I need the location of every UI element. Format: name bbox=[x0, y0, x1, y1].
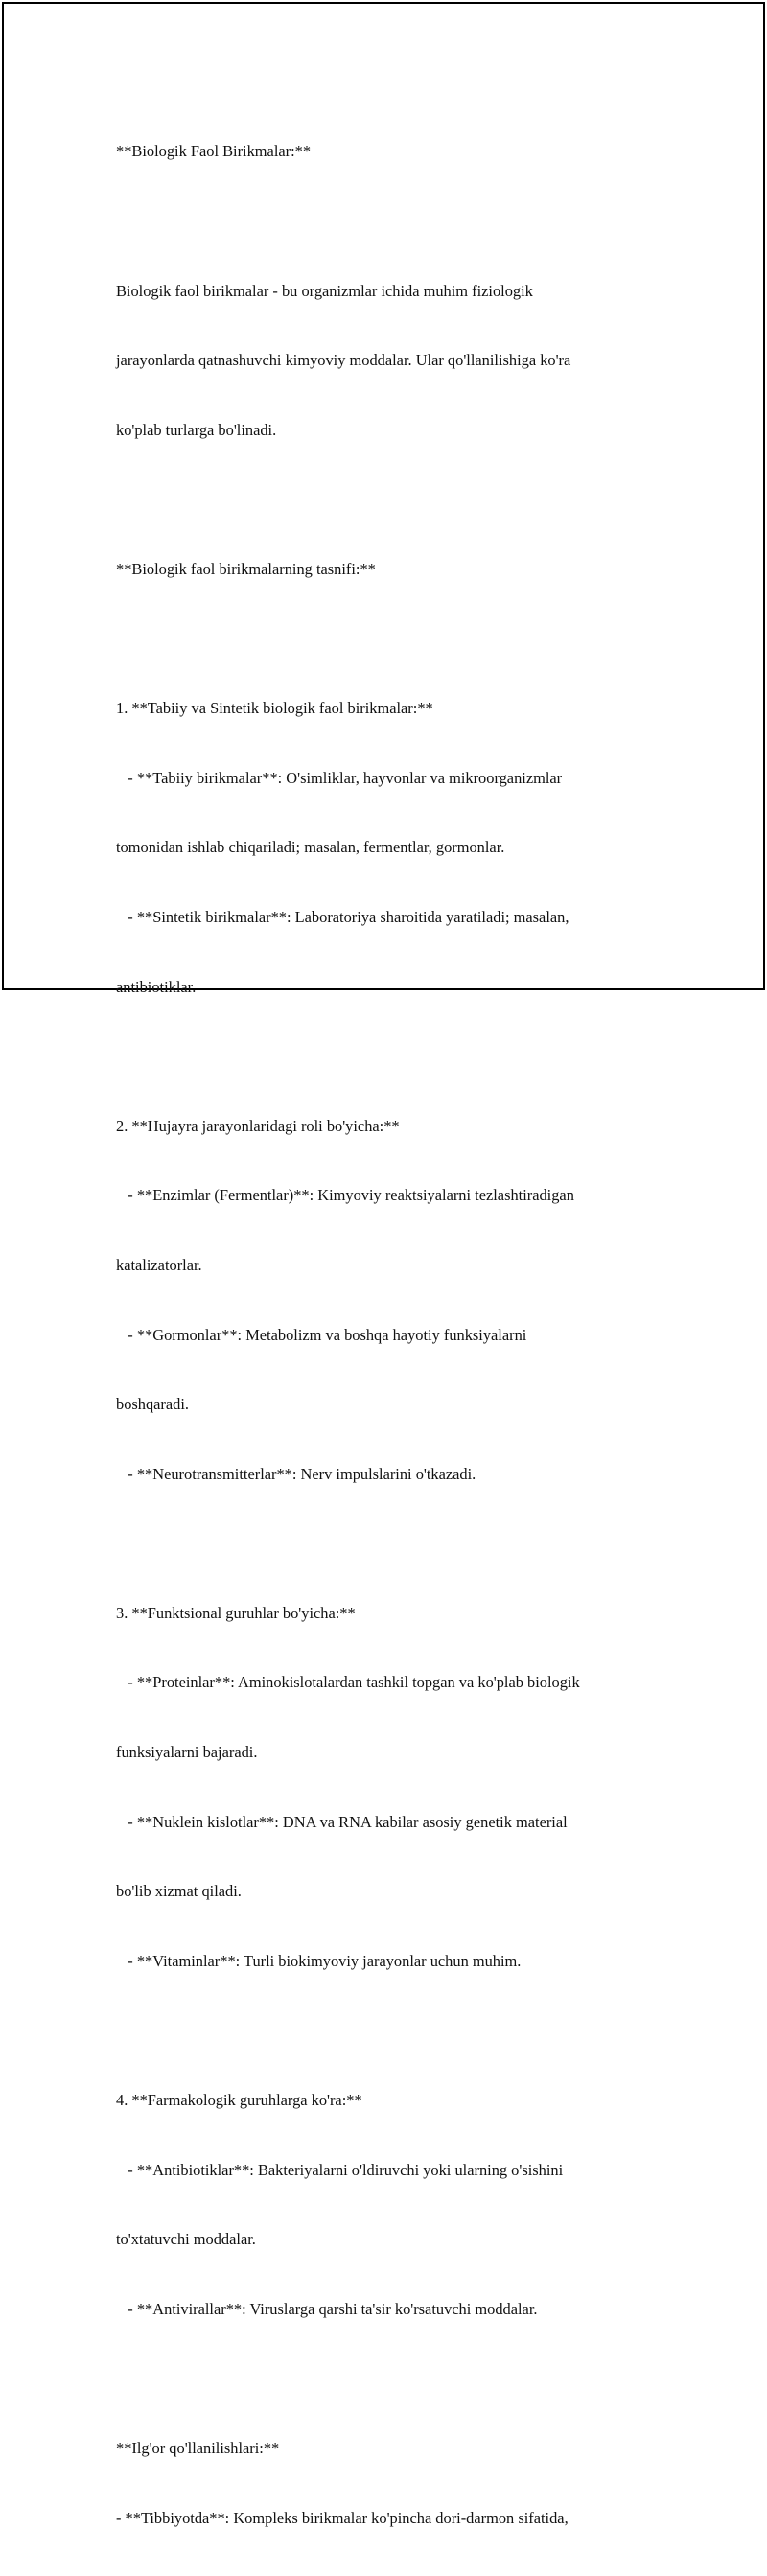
doc-line: - **Sintetik birikmalar**: Laboratoriya sharoitida yaratiladi; masalan, bbox=[116, 907, 569, 926]
doc-line: ko'plab turlarga bo'linadi. bbox=[116, 420, 277, 439]
doc-line: to'xtatuvchi moddalar. bbox=[116, 2230, 256, 2249]
doc-line: - **Tibbiyotda**: Kompleks birikmalar ko'pincha dori-darmon sifatida, bbox=[116, 2508, 569, 2527]
doc-line: - **Neurotransmitterlar**: Nerv impulslarini o'tkazadi. bbox=[116, 1464, 476, 1483]
doc-line bbox=[116, 628, 653, 651]
doc-line bbox=[116, 2019, 653, 2042]
doc-line: katalizatorlar. bbox=[116, 1255, 202, 1274]
doc-line: - **Nuklein kislotlar**: DNA va RNA kabilar asosiy genetik material bbox=[116, 1812, 568, 1831]
doc-line: 1. **Tabiiy va Sintetik biologik faol birikmalar:** bbox=[116, 699, 433, 718]
doc-line bbox=[116, 1532, 653, 1555]
doc-line: - **Proteinlar**: Aminokislotalardan tashkil topgan va ko'plab biologik bbox=[116, 1673, 580, 1692]
doc-line: jarayonlarda qatnashuvchi kimyoviy moddalar. Ular qo'llanilishiga ko'ra bbox=[116, 351, 571, 370]
doc-line bbox=[116, 488, 653, 511]
doc-line: **Ilg'or qo'llanilishlari:** bbox=[116, 2439, 280, 2457]
doc-line: tomonidan ishlab chiqariladi; masalan, fermentlar, gormonlar. bbox=[116, 838, 505, 857]
doc-line: - **Tabiiy birikmalar**: O'simliklar, hayvonlar va mikroorganizmlar bbox=[116, 768, 563, 787]
doc-line: bo'lib xizmat qiladi. bbox=[116, 1882, 242, 1901]
doc-line: funksiyalarni bajaradi. bbox=[116, 1743, 258, 1762]
doc-line: **Biologik faol birikmalarning tasnifi:** bbox=[116, 559, 376, 578]
doc-line: - **Vitaminlar**: Turli biokimyoviy jarayonlar uchun muhim. bbox=[116, 1951, 522, 1970]
page-frame bbox=[2, 2, 765, 2527]
doc-line: - **Gormonlar**: Metabolizm va boshqa hayotiy funksiyalarni bbox=[116, 1325, 527, 1344]
doc-line: 3. **Funktsional guruhlar bo'yicha:** bbox=[116, 1603, 356, 1622]
doc-line: boshqaradi. bbox=[116, 1395, 190, 1414]
doc-line: 2. **Hujayra jarayonlaridagi roli bo'yicha:** bbox=[116, 1116, 400, 1135]
doc-line: - **Antibiotiklar**: Bakteriyalarni o'ldiruvchi yoki ularning o'sishini bbox=[116, 2160, 564, 2179]
doc-line: antibiotiklar. bbox=[116, 977, 197, 996]
doc-line: - **Enzimlar (Fermentlar)**: Kimyoviy reaktsiyalarni tezlashtiradigan bbox=[116, 1186, 574, 1205]
doc-line: 4. **Farmakologik guruhlarga ko'ra:** bbox=[116, 2091, 362, 2110]
doc-line: Biologik faol birikmalar - bu organizmlar ichida muhim fiziologik bbox=[116, 281, 533, 300]
doc-line: - **Antivirallar**: Viruslarga qarshi ta'sir ko'rsatuvchi moddalar. bbox=[116, 2299, 538, 2318]
document-body bbox=[116, 94, 653, 2576]
doc-line bbox=[116, 2367, 653, 2390]
doc-line bbox=[116, 210, 653, 233]
doc-line: **Biologik Faol Birikmalar:** bbox=[116, 142, 312, 161]
doc-line bbox=[116, 1045, 653, 1068]
